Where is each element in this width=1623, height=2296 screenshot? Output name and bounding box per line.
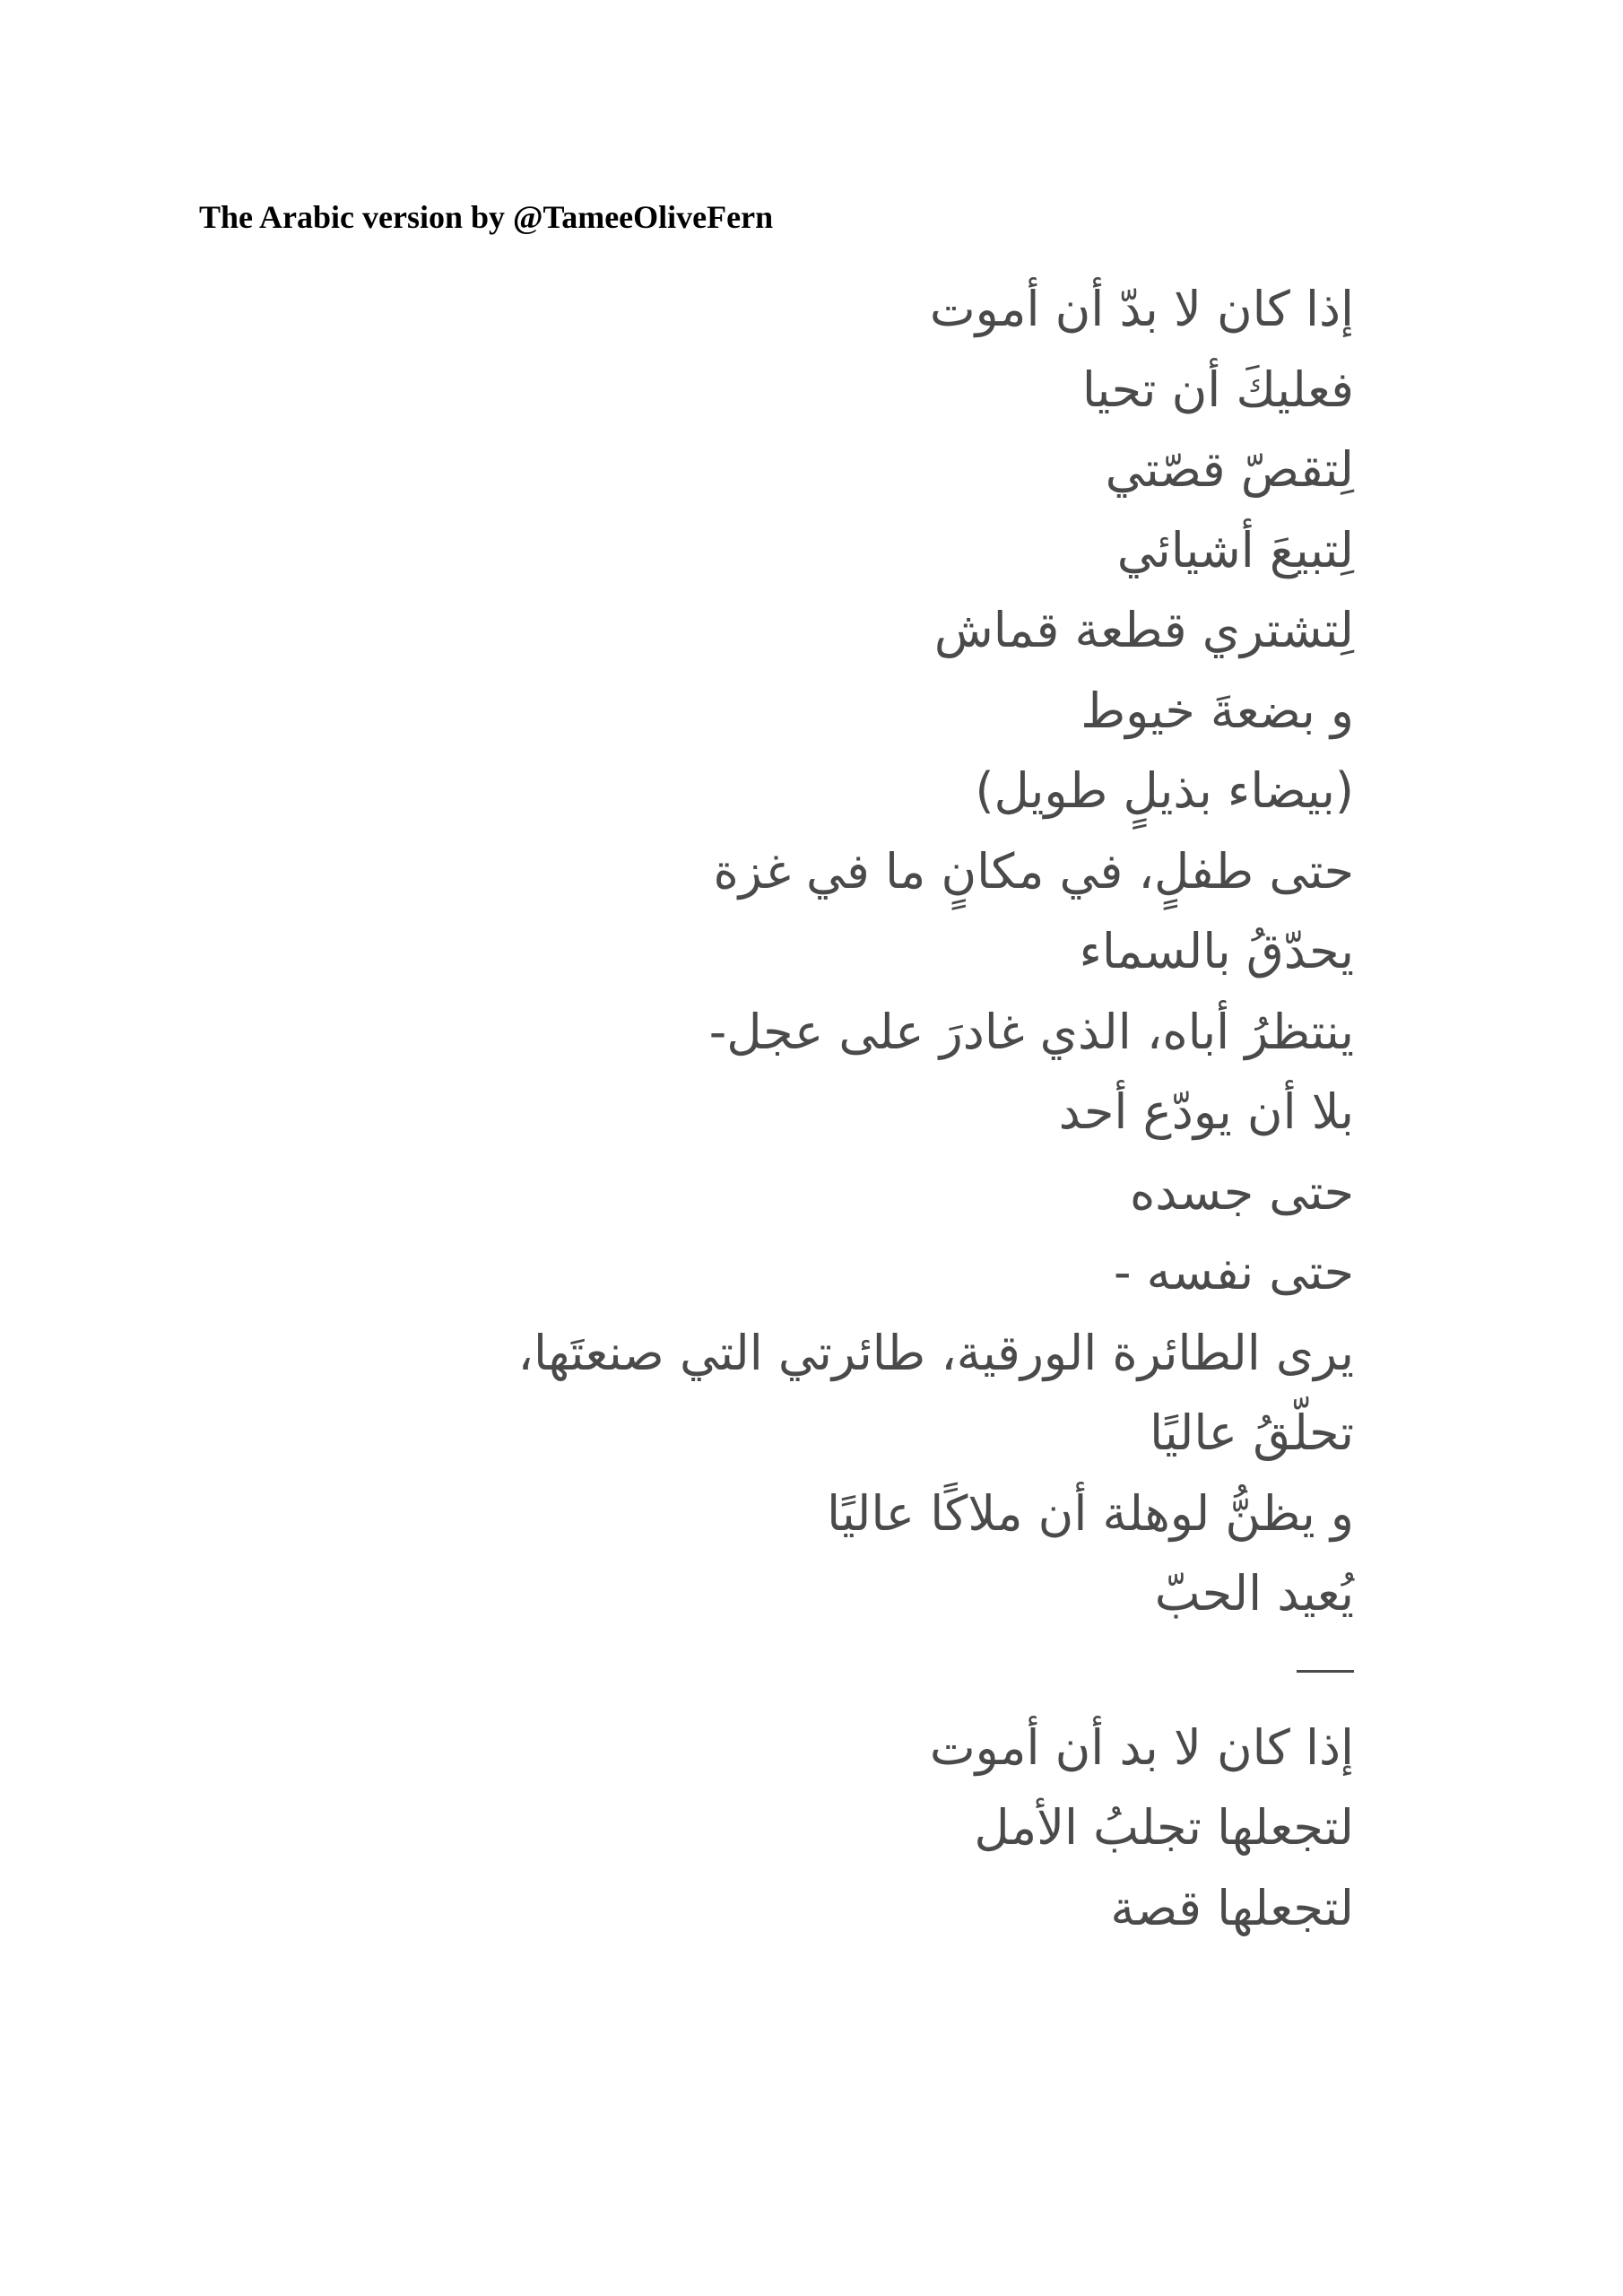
verse-line: حتى طفلٍ، في مكانٍ ما في غزة <box>713 842 1354 900</box>
divider-line <box>1297 1670 1354 1673</box>
verse-line: تحلّقُ عاليًا <box>1150 1405 1354 1461</box>
verse-line: لتجعلها قصة <box>1110 1879 1354 1936</box>
verse-line: يرى الطائرة الورقية، طائرتي التي صنعتَها، <box>517 1324 1354 1381</box>
verse-line: لتجعلها تجلبُ الأمل <box>974 1799 1354 1856</box>
verse-line: حتى نفسه - <box>1114 1244 1354 1300</box>
verse-line: فعليكَ أن تحيا <box>1081 361 1354 418</box>
verse-line: لِتبيعَ أشيائي <box>1116 521 1354 578</box>
verse-line: إذا كان لا بد أن أموت <box>929 1718 1354 1776</box>
byline: The Arabic version by @TameeOliveFern <box>199 199 774 235</box>
verse-line: يُعيد الحبّ <box>1154 1565 1354 1622</box>
poem <box>368 269 1354 1948</box>
verse-line: لِتقصّ قصّتي <box>1105 441 1354 498</box>
verse-line: ينتظرُ أباه، الذي غادرَ على عجل- <box>708 1003 1354 1060</box>
stanza-1 <box>368 269 1354 1634</box>
verse-line: يحدّقُ بالسماء <box>1079 923 1354 979</box>
verse-line: بلا أن يودّع أحد <box>1058 1083 1354 1140</box>
verse-line: لِتشتري قطعة قماش <box>933 602 1354 658</box>
stanza-2 <box>368 1708 1354 1949</box>
verse-line: و يظنُّ لوهلة أن ملاكًا عاليًا <box>827 1484 1354 1542</box>
verse-line: (بيضاء بذيلٍ طويل) <box>975 762 1354 819</box>
verse-line: إذا كان لا بدّ أن أموت <box>929 281 1354 337</box>
verse-line: حتى جسده <box>1129 1163 1354 1221</box>
stanza-divider <box>368 1634 1354 1708</box>
verse-line: و بضعةَ خيوط <box>1081 682 1354 739</box>
